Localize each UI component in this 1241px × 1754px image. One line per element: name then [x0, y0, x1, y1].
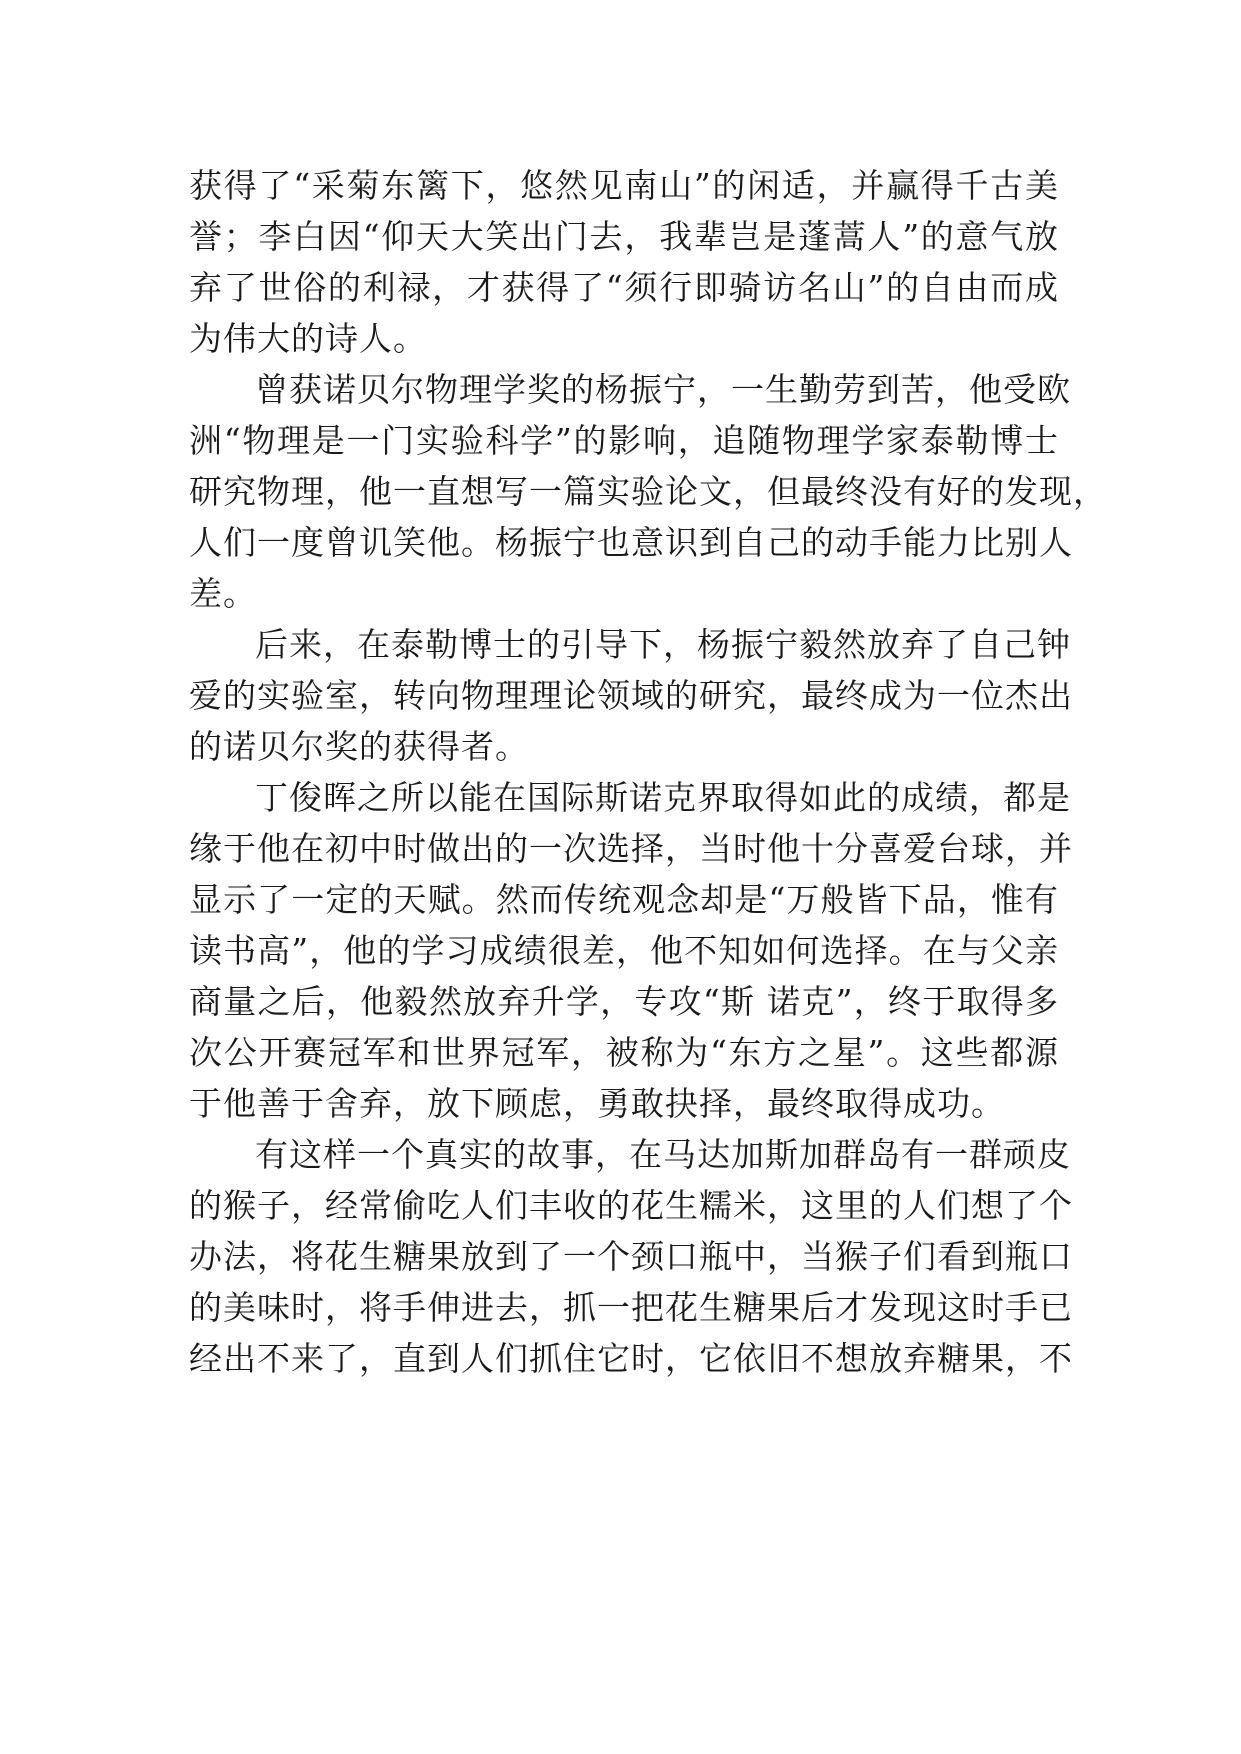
text-line: 曾获诺贝尔物理学奖的杨振宁，一生勤劳到苦，他受欧 — [255, 370, 1071, 409]
text-line: 誉；李白因“仰天大笑出门去，我辈岂是蓬蒿人”的意气放 — [189, 217, 1059, 256]
paragraph-4 — [189, 772, 1073, 1129]
text-line: 弃了世俗的利禄，才获得了“须行即骑访名山”的自由而成 — [189, 268, 1059, 307]
paragraph-5 — [189, 1129, 1073, 1384]
text-line: 商量之后，他毅然放弃升学，专攻“斯 诺克”，终于取得多 — [189, 982, 1059, 1021]
paragraph-3 — [189, 619, 1073, 772]
text-line: 的诺贝尔奖的获得者。 — [189, 727, 529, 766]
paragraph-1 — [189, 160, 1059, 364]
text-line: 的美味时，将手伸进去，抓一把花生糖果后才发现这时手已 — [189, 1288, 1073, 1327]
text-line: 研究物理，他一直想写一篇实验论文，但最终没有好的发现， — [189, 472, 1107, 511]
text-line: 人们一度曾讥笑他。杨振宁也意识到自己的动手能力比别人 — [189, 523, 1073, 562]
text-line: 丁俊晖之所以能在国际斯诺克界取得如此的成绩，都是 — [255, 778, 1071, 817]
text-line: 读书高”，他的学习成绩很差，他不知如何选择。在与父亲 — [189, 931, 1059, 970]
text-line: 于他善于舍弃，放下顾虑，勇敢抉择，最终取得成功。 — [189, 1084, 1005, 1123]
document-body — [189, 160, 1107, 1384]
text-line: 差。 — [189, 574, 257, 613]
text-line: 显示了一定的天赋。然而传统观念却是“万般皆下品，惟有 — [189, 880, 1059, 919]
text-line: 的猴子，经常偷吃人们丰收的花生糯米，这里的人们想了个 — [189, 1186, 1073, 1225]
text-line: 后来，在泰勒博士的引导下，杨振宁毅然放弃了自己钟 — [255, 625, 1071, 664]
text-line: 获得了“采菊东篱下，悠然见南山”的闲适，并赢得千古美 — [189, 166, 1059, 205]
paragraph-2 — [189, 364, 1107, 619]
text-line: 洲“物理是一门实验科学”的影响，追随物理学家泰勒博士 — [189, 421, 1059, 460]
text-line: 有这样一个真实的故事，在马达加斯加群岛有一群顽皮 — [255, 1135, 1071, 1174]
text-line: 办法，将花生糖果放到了一个颈口瓶中，当猴子们看到瓶口 — [189, 1237, 1073, 1276]
text-line: 经出不来了，直到人们抓住它时，它依旧不想放弃糖果，不 — [189, 1339, 1073, 1378]
text-line: 爱的实验室，转向物理理论领域的研究，最终成为一位杰出 — [189, 676, 1073, 715]
text-line: 缘于他在初中时做出的一次选择，当时他十分喜爱台球，并 — [189, 829, 1073, 868]
text-line: 次公开赛冠军和世界冠军，被称为“东方之星”。这些都源 — [189, 1033, 1059, 1072]
text-line: 为伟大的诗人。 — [189, 319, 427, 358]
